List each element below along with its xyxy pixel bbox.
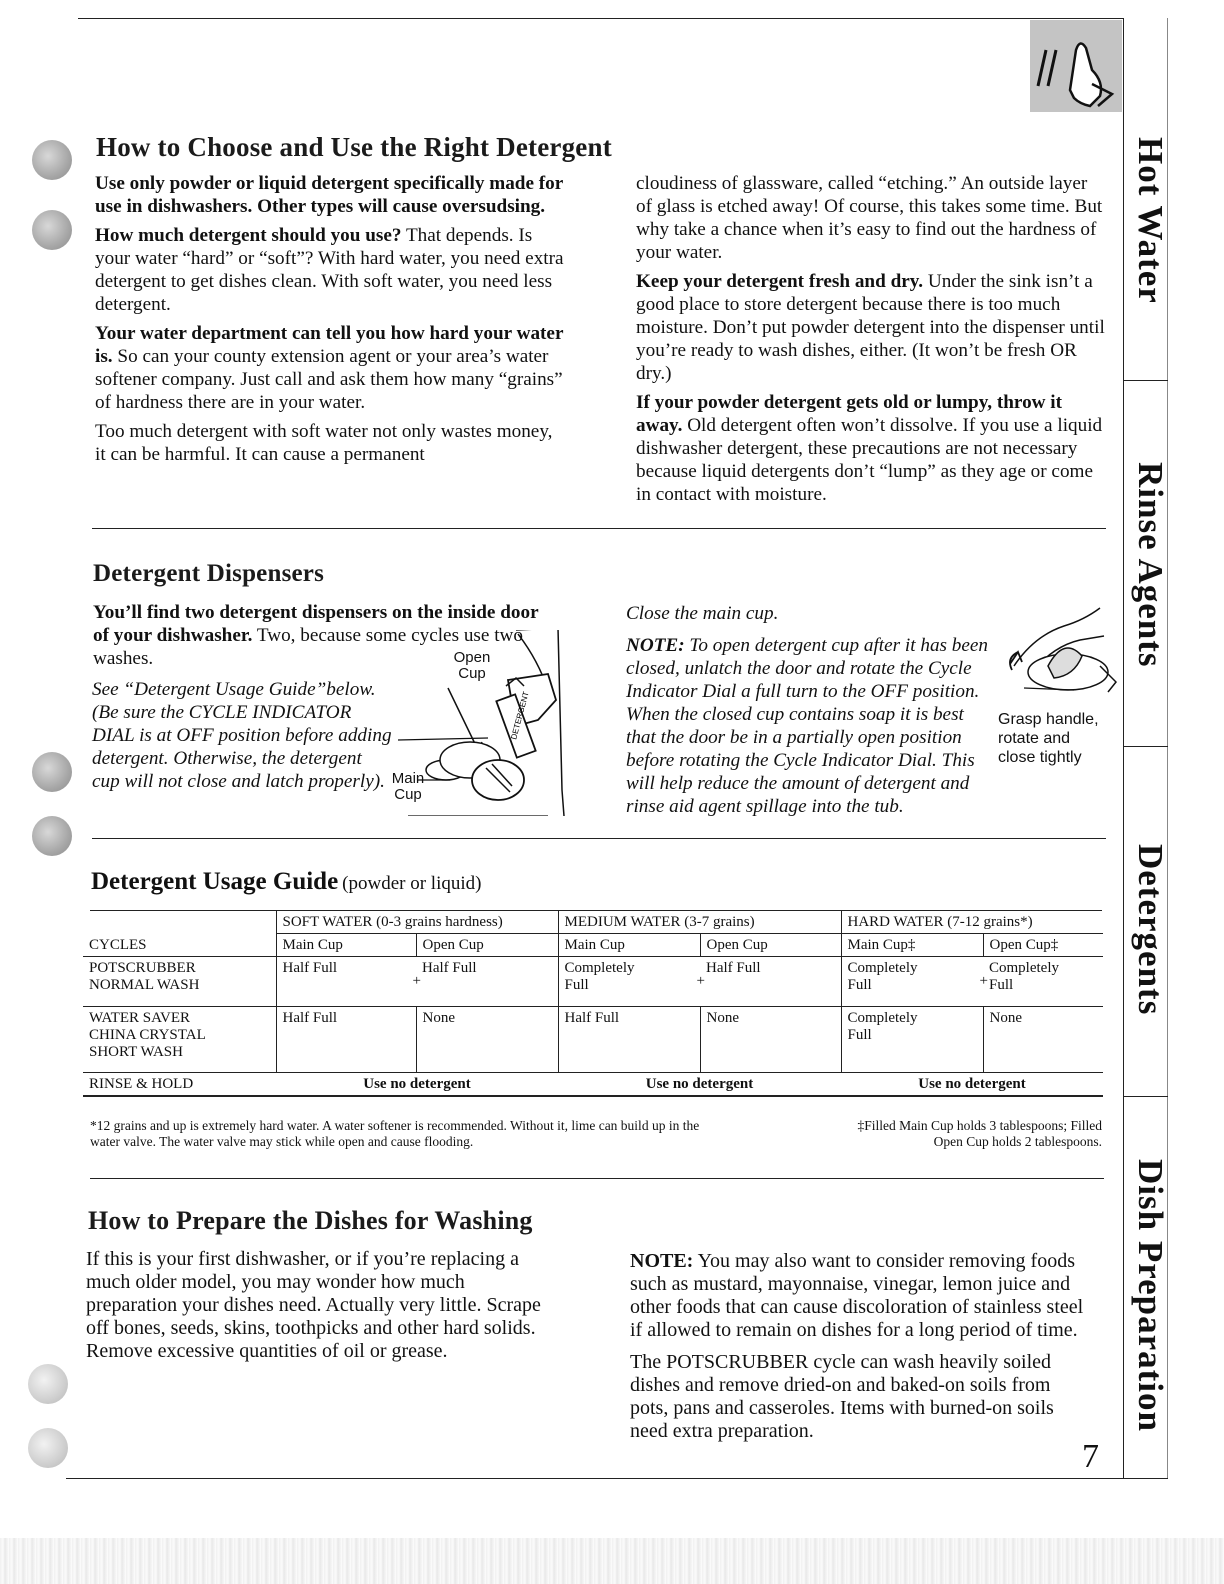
detergent-usage-table [83, 911, 1103, 1097]
table-cell: None [700, 1007, 841, 1073]
cycles-header: CYCLES [83, 934, 276, 957]
punch-hole [32, 816, 72, 856]
prepare-left-column: If this is your first dishwasher, or if you’re replacing a much older model, you may wonder how much preparation your dishes need. Actually very little. Scrape off bones, seeds, skins, toothpicks and other hard solids. Remove excessive quantities of oil or grease. [86, 1248, 541, 1362]
group-hard-water: HARD WATER (7-12 grains*) [841, 911, 1103, 934]
table-cell: Half Full + [276, 957, 416, 1007]
tab-dish-preparation[interactable] [1122, 1150, 1178, 1440]
choose-p2: How much detergent should you use? That depends. Is your water “hard” or “soft”? With hard water, you need extra detergent to get dishes clean. With soft water, you need less detergent. [95, 225, 564, 315]
plus-sign: + [412, 973, 421, 989]
choose-p3: Your water department can tell you how hard your water is. So can your county extension agent or your area’s water softener company. Just call and ask them how many “grains” of hardness there are in your water. [95, 323, 564, 413]
table-row-rinse [83, 1073, 1103, 1097]
punch-hole [28, 1428, 68, 1468]
section-divider [90, 1178, 1104, 1179]
table-cell: Half Full [700, 957, 841, 1007]
tab-label: Hot Water [1131, 136, 1170, 304]
top-rule [78, 18, 1124, 19]
table-cell: None [983, 1007, 1103, 1073]
svg-text:DETERGENT: DETERGENT [509, 690, 531, 741]
sub-header: Main Cup [558, 934, 700, 957]
grasp-illustration [1004, 606, 1124, 704]
punch-hole [32, 752, 72, 792]
table-cell: Completely Full [983, 957, 1103, 1007]
table-cell: None [416, 1007, 558, 1073]
tab-divider-2 [1123, 746, 1168, 747]
table-cell: Use no detergent [276, 1073, 558, 1097]
footnote-cup-capacity: ‡Filled Main Cup holds 3 tablespoons; Filled Open Cup holds 2 tablespoons. [857, 1118, 1102, 1149]
table-group-header-row [83, 911, 1103, 934]
bottom-rule [66, 1478, 1168, 1479]
choose-left-column [95, 172, 565, 472]
table-row [83, 1007, 1103, 1073]
tab-divider-3 [1123, 1096, 1168, 1097]
group-medium-water: MEDIUM WATER (3-7 grains) [558, 911, 841, 934]
section-title-prepare: How to Prepare the Dishes for Washing [88, 1206, 533, 1235]
cycle-cell: POTSCRUBBER NORMAL WASH [83, 957, 276, 1007]
sub-header: Open Cup [416, 934, 558, 957]
dispensers-right-note: NOTE: To open detergent cup after it has been closed, unlatch the door and rotate the Cycle Indicator Dial a full turn to the OFF position. When the closed cup contains soap it is best that the door be in a partially open position before rotating the Cycle Indicator Dial. This will help reduce the amount of detergent and rinse aid agent spillage into the tub. [626, 635, 989, 817]
section-divider [92, 838, 1106, 839]
corner-hand-icon [1030, 20, 1122, 112]
section-title-choose: How to Choose and Use the Right Detergent [96, 132, 612, 162]
page-number: 7 [1082, 1438, 1099, 1475]
plus-sign: + [696, 973, 705, 989]
tab-rinse-agents[interactable] [1122, 445, 1178, 685]
punch-hole [28, 1364, 68, 1404]
section-title-dispensers: Detergent Dispensers [93, 560, 325, 587]
cycle-cell: RINSE & HOLD [83, 1073, 276, 1097]
sub-header: Open Cup‡ [983, 934, 1103, 957]
prepare-r2: The POTSCRUBBER cycle can wash heavily soiled dishes and remove dried-on and baked-on soils from pots, pans and casseroles. Items with burned-on soils need extra preparation. [630, 1351, 1054, 1442]
usage-guide-subtitle: (powder or liquid) [342, 873, 482, 894]
prepare-r1: NOTE: You may also want to consider removing foods such as mustard, mayonnaise, vinegar, lemon juice and other foods that can cause discoloration of stainless steel if allowed to remain on dishes for a long period of time. [630, 1250, 1084, 1341]
table-row [83, 957, 1103, 1007]
choose-r3: If your powder detergent gets old or lumpy, throw it away. Old detergent often won’t dissolve. If you use a liquid dishwasher detergent, these precautions are not necessary because liquid detergents don’t “lump” as they age or come in contact with moisture. [636, 392, 1103, 505]
sub-header: Open Cup [700, 934, 841, 957]
table-cell: Completely Full + [841, 957, 983, 1007]
punch-hole [32, 140, 72, 180]
footnote-hard-water: *12 grains and up is extremely hard water. A water softener is recommended. Without it, lime can build up in the water valve. The water valve may stick while open and cause flooding. [90, 1118, 700, 1149]
tab-label: Rinse Agents [1131, 462, 1170, 668]
open-cup-label: Open Cup [453, 649, 491, 682]
dispensers-note: See “Detergent Usage Guide”below. (Be sure the CYCLE INDICATOR DIAL is at OFF position before adding detergent. Otherwise, the detergent cup will not close and latch properly). [92, 679, 392, 792]
plus-sign: + [979, 973, 988, 989]
tab-hot-water[interactable] [1122, 70, 1178, 370]
table-cell: Use no detergent [558, 1073, 841, 1097]
prepare-right-column [630, 1250, 1090, 1449]
table-cell: Use no detergent [841, 1073, 1103, 1097]
usage-guide-title: Detergent Usage Guide [91, 868, 339, 895]
scan-edge [0, 1538, 1224, 1584]
group-soft-water: SOFT WATER (0-3 grains hardness) [276, 911, 558, 934]
tab-label: Dish Preparation [1131, 1158, 1170, 1432]
table-cell: Completely Full + [558, 957, 700, 1007]
table-cell: Completely Full [841, 1007, 983, 1073]
choose-p4: Too much detergent with soft water not only wastes money, it can be harmful. It can cause a permanent [95, 421, 553, 465]
table-cell: Half Full [276, 1007, 416, 1073]
dispensers-p1: You’ll find two detergent dispensers on the inside door of your dishwasher. Two, because some cycles use two washes. [93, 602, 539, 669]
sub-header: Main Cup [276, 934, 416, 957]
usage-guide-heading [91, 868, 481, 896]
section-divider [92, 528, 1106, 529]
grasp-label: Grasp handle, rotate and close tightly [998, 711, 1099, 766]
sub-header: Main Cup‡ [841, 934, 983, 957]
choose-r1: cloudiness of glassware, called “etching.” An outside layer of glass is etched away! Of course, this takes some time. But why take a chance when it’s easy to find out the hardness of your water. [636, 173, 1103, 263]
tab-detergents[interactable] [1122, 830, 1178, 1030]
choose-right-column [636, 172, 1106, 512]
dispensers-r1: Close the main cup. [626, 603, 779, 624]
table-sub-header-row [83, 934, 1103, 957]
punch-hole [32, 210, 72, 250]
main-cup-label: Main Cup [391, 770, 425, 803]
choose-p1: Use only powder or liquid detergent specifically made for use in dishwashers. Other types will cause oversudsing. [95, 173, 563, 217]
table-cell: Half Full [416, 957, 558, 1007]
tab-divider-1 [1123, 380, 1168, 381]
cycle-cell: WATER SAVER CHINA CRYSTAL SHORT WASH [83, 1007, 276, 1073]
tab-label: Detergents [1131, 844, 1170, 1016]
table-cell: Half Full [558, 1007, 700, 1073]
dispensers-right-text [626, 602, 1056, 629]
choose-r2: Keep your detergent fresh and dry. Under the sink isn’t a good place to store detergent because there is too much moisture. Don’t put powder detergent into the dispenser until you’re ready to wash dishes, either. (It won’t be fresh OR dry.) [636, 271, 1105, 384]
